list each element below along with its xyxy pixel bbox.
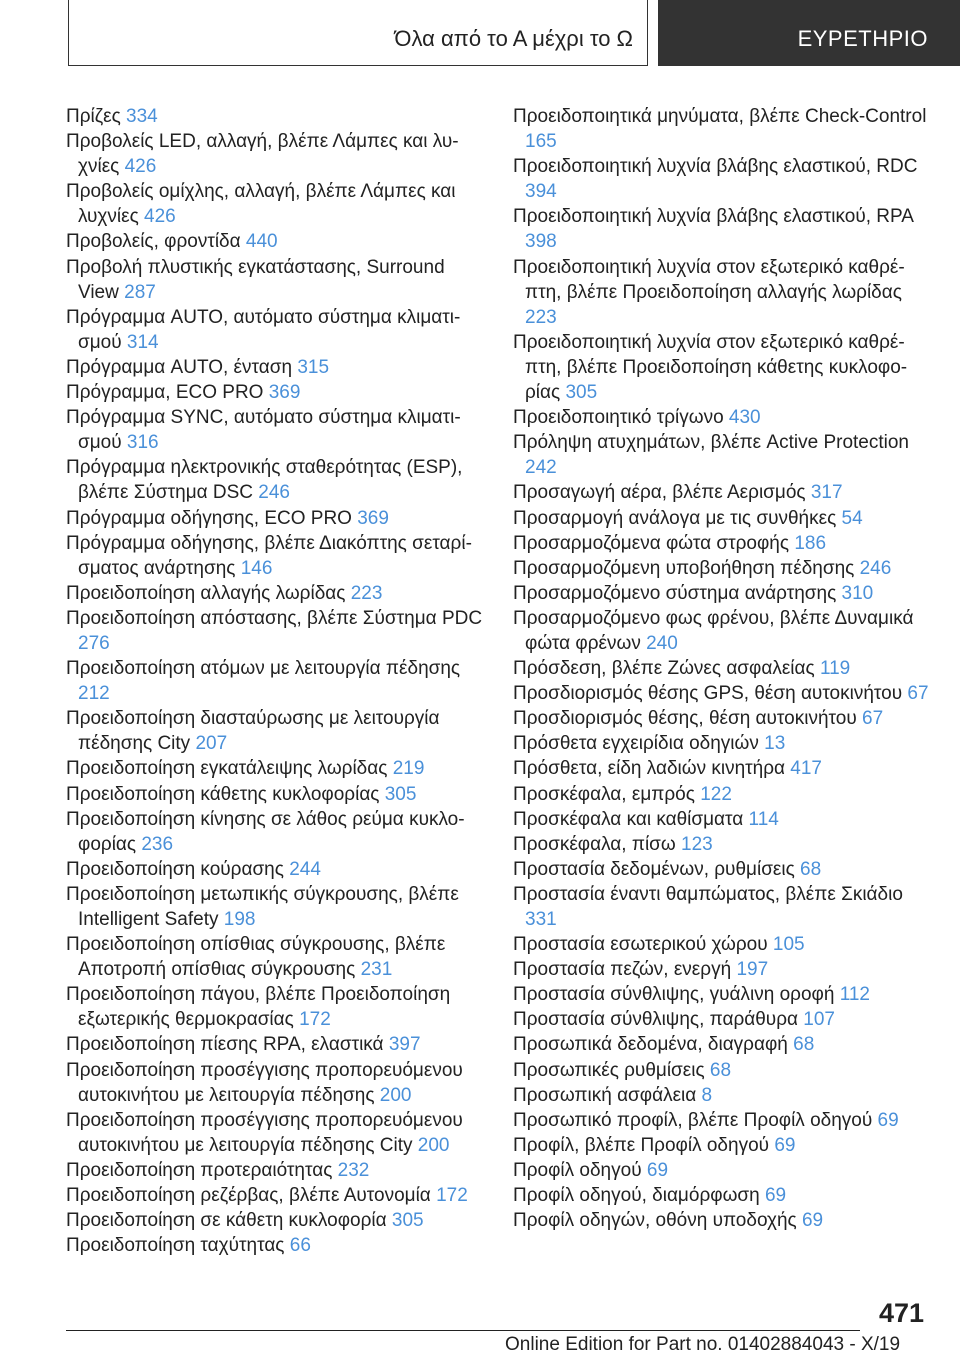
index-entry-page-link[interactable]: 369 — [357, 507, 389, 529]
index-entry — [66, 1058, 486, 1108]
index-entry-page-link[interactable]: 397 — [388, 1034, 421, 1056]
index-entry — [513, 531, 933, 556]
index-entry-page-link[interactable]: 394 — [525, 181, 557, 203]
index-entry — [66, 229, 486, 254]
index-entry-page-link[interactable]: 334 — [126, 106, 158, 127]
index-entry-page-link[interactable]: 430 — [728, 407, 761, 429]
index-entry-term: Προβολείς ομίχλης, αλλαγή, βλέπε Λάμπες και λυχνίες — [66, 181, 456, 228]
index-entry-page-link[interactable]: 440 — [245, 231, 278, 253]
index-entry-page-link[interactable]: 316 — [126, 432, 159, 454]
index-entry — [66, 706, 486, 756]
index-entry-term: Πρόγραμμα, ECO PRO — [66, 382, 269, 404]
index-entry — [513, 932, 933, 957]
index-entry — [513, 832, 933, 857]
index-entry-term: Πρόγραμμα ηλεκτρονικής σταθερότητας (ESP), βλέπε Σύστημα DSC — [66, 457, 463, 504]
index-entry-term: Προσαρμοζόμενα φώτα στροφής — [513, 532, 795, 554]
index-entry-page-link[interactable]: 198 — [223, 909, 256, 930]
index-entry-term: Προειδοποίηση ταχύτητας — [66, 1235, 290, 1257]
index-entry — [513, 430, 933, 480]
index-entry — [513, 556, 933, 581]
index-entry — [513, 982, 933, 1007]
index-entry-term: Πρόγραμμα οδήγησης, ECO PRO — [66, 507, 358, 529]
index-entry-page-link[interactable]: 212 — [78, 683, 110, 705]
index-entry-page-link[interactable]: 246 — [258, 482, 290, 504]
index-entry-page-link[interactable]: 68 — [709, 1059, 732, 1081]
index-entry — [66, 1183, 486, 1208]
index-entry-term: Προφίλ οδηγού, διαμόρφωση — [513, 1185, 765, 1207]
index-entry-page-link[interactable]: 146 — [240, 557, 273, 579]
footer-divider — [66, 1330, 860, 1331]
index-entry — [66, 982, 486, 1032]
index-entry — [513, 681, 933, 706]
index-entry — [66, 380, 486, 405]
index-entry-term: Πρόσδεση, βλέπε Ζώνες ασφαλείας — [513, 658, 820, 680]
index-entry-page-link[interactable]: 123 — [681, 833, 713, 855]
index-entry — [66, 1233, 486, 1258]
index-entry-page-link[interactable]: 68 — [800, 858, 822, 880]
index-entry-term: Προειδοποιητικό τρίγωνο — [513, 407, 729, 429]
index-entry-page-link[interactable]: 223 — [525, 306, 557, 328]
index-entry — [513, 706, 933, 731]
index-column-right — [513, 104, 933, 1233]
index-entry-page-link[interactable]: 426 — [124, 156, 157, 178]
index-entry — [513, 1158, 933, 1183]
index-entry-page-link[interactable]: 276 — [78, 632, 110, 654]
index-entry-term: Προβολείς, φροντίδα — [66, 231, 246, 253]
index-entry-page-link[interactable]: 13 — [764, 733, 786, 755]
index-entry — [66, 807, 486, 857]
index-entry — [513, 1208, 933, 1233]
index-entry — [513, 882, 933, 932]
index-entry-term: Προστασία δεδομένων, ρυθμίσεις — [513, 858, 801, 880]
index-entry — [66, 405, 486, 455]
index-entry-page-link[interactable]: 68 — [793, 1034, 815, 1056]
index-entry — [66, 531, 486, 581]
index-entry — [66, 1032, 486, 1057]
index-entry-term: Προειδοποιητική λυχνία στον εξωτερικό καθρέπτη, βλέπε Προειδοποίηση κάθετης κυκλοφορίας — [513, 331, 908, 404]
index-entry-term: Προειδοποίηση πάγου, βλέπε Προειδοποίηση εξωτερικής θερμοκρασίας — [66, 984, 451, 1031]
index-entry-term: Προβολή πλυστικής εγκατάστασης, Surround View — [66, 256, 445, 303]
index-entry-term: Προειδοποιητική λυχνία στον εξωτερικό καθρέπτη, βλέπε Προειδοποίηση αλλαγής λωρίδας — [513, 256, 905, 303]
index-entry-page-link[interactable]: 69 — [764, 1185, 787, 1207]
index-entry — [513, 606, 933, 656]
index-entry-term: Προειδοποίηση απόστασης, βλέπε Σύστημα PDC — [66, 607, 483, 629]
index-entry-term: Προειδοποίηση προτεραιότητας — [66, 1159, 338, 1181]
index-entry-page-link[interactable]: 114 — [748, 808, 779, 830]
index-entry-page-link[interactable]: 67 — [862, 708, 884, 730]
index-entry-page-link[interactable]: 207 — [195, 733, 228, 755]
index-entry-term: Προειδοποίηση προσέγγισης προπορευόμενου αυτοκινήτου με λειτουργία πέδησης City — [66, 1109, 463, 1156]
index-entry-term: Προσκέφαλα, πίσω — [513, 833, 682, 855]
index-entry-term: Προσωπικές ρυθμίσεις — [513, 1059, 710, 1081]
index-entry — [66, 656, 486, 706]
index-entry-page-link[interactable]: 69 — [877, 1109, 899, 1131]
index-entry-term: Προειδοποίηση σε κάθετη κυκλοφορία — [66, 1210, 392, 1232]
index-entry — [66, 455, 486, 505]
index-entry-term: Προειδοποίηση προσέγγισης προπορευόμενου αυτοκινήτου με λειτουργία πέδησης — [66, 1059, 463, 1106]
index-entry-page-link[interactable]: 317 — [810, 482, 843, 504]
index-entry-page-link[interactable]: 314 — [126, 331, 159, 353]
index-entry — [513, 581, 933, 606]
index-entry-term: Προειδοποίηση οπίσθιας σύγκρουσης, βλέπε Αποτροπή οπίσθιας σύγκρουσης — [66, 934, 446, 981]
index-entry-term: Προσκέφαλα, εμπρός — [513, 783, 701, 805]
index-entry-page-link[interactable]: 398 — [525, 231, 557, 253]
index-entry-page-link[interactable]: 69 — [646, 1159, 669, 1181]
index-tab-label: ΕΥΡΕΤΗΡΙΟ — [797, 26, 928, 51]
index-entry-page-link[interactable]: 69 — [801, 1210, 824, 1232]
index-entry-page-link[interactable]: 310 — [841, 582, 874, 604]
index-entry-term: Προσαρμοζόμενη υποβοήθηση πέδησης — [513, 557, 860, 579]
index-entry — [66, 782, 486, 807]
index-entry — [513, 506, 933, 531]
index-entry — [513, 731, 933, 756]
index-entry-term: Προσαρμοζόμενο φως φρένου, βλέπε Δυναμικά φώτα φρένων — [513, 607, 914, 654]
index-entry-term: Προσκέφαλα και καθίσματα — [513, 808, 749, 830]
index-entry-term: Προσωπική ασφάλεια — [513, 1084, 702, 1106]
index-entry-page-link[interactable]: 305 — [384, 783, 417, 805]
index-entry — [513, 756, 933, 781]
index-entry — [66, 355, 486, 380]
index-entry-page-link[interactable]: 246 — [859, 557, 892, 579]
index-entry-term: Προειδοποίηση πίεσης RPA, ελαστικά — [66, 1034, 389, 1056]
index-column-left — [66, 104, 486, 1258]
footer-edition-note: Online Edition for Part no. 01402884043 - X/19 — [505, 1334, 901, 1355]
index-entry-page-link[interactable]: 244 — [289, 858, 321, 880]
index-entry-page-link[interactable]: 242 — [525, 457, 557, 479]
index-entry — [513, 104, 933, 154]
index-entry-page-link[interactable]: 305 — [391, 1210, 424, 1232]
index-entry — [66, 606, 486, 656]
page-header — [0, 0, 960, 68]
index-entry-term: Προστασία σύνθλιψης, γυάλινη οροφή — [513, 984, 840, 1006]
index-entry-term: Προειδοποίηση εγκατάλειψης λωρίδας — [66, 758, 393, 780]
index-entry — [513, 957, 933, 982]
index-entry — [66, 506, 486, 531]
index-entry — [513, 1007, 933, 1032]
index-entry-page-link[interactable]: 107 — [803, 1009, 835, 1031]
index-entry-page-link[interactable]: 331 — [525, 909, 557, 930]
index-entry — [66, 932, 486, 982]
index-entry-page-link[interactable]: 112 — [839, 984, 870, 1006]
index-entry-page-link[interactable]: 369 — [268, 382, 301, 404]
index-entry-term: Προειδοποίηση ρεζέρβας, βλέπε Αυτονομία — [66, 1185, 437, 1207]
index-entry — [66, 104, 486, 129]
index-entry-term: Προφίλ οδηγών, οθόνη υποδοχής — [513, 1210, 802, 1232]
index-entry-term: Πρόγραμμα AUTO, αυτόματο σύστημα κλιματισμού — [66, 306, 461, 353]
index-entry-page-link[interactable]: 219 — [392, 758, 425, 780]
index-entry-term: Προειδοποίηση μετωπικής σύγκρουσης, βλέπε Intelligent Safety — [66, 883, 459, 930]
index-entry-term: Προσαρμογή ανάλογα με τις συνθήκες — [513, 507, 842, 529]
index-entry-page-link[interactable]: 426 — [144, 206, 176, 228]
index-entry-page-link[interactable]: 122 — [700, 783, 732, 805]
index-entry-term: Πρόγραμμα οδήγησης, βλέπε Διακόπτης σεταρίσματος ανάρτησης — [66, 532, 472, 579]
index-entry-term: Προσδιορισμός θέσης, θέση αυτοκινήτου — [513, 708, 862, 730]
index-entry-page-link[interactable]: 200 — [417, 1134, 450, 1156]
index-entry — [513, 154, 933, 204]
index-entry-page-link[interactable]: 232 — [337, 1159, 370, 1181]
index-entry — [513, 807, 933, 832]
index-entry — [66, 1108, 486, 1158]
index-entry-term: Προειδοποιητική λυχνία βλάβης ελαστικού, RDC — [513, 156, 918, 178]
index-entry-page-link[interactable]: 197 — [736, 959, 769, 981]
index-entry — [66, 129, 486, 179]
index-entry-page-link[interactable]: 417 — [790, 758, 822, 780]
index-entry — [66, 857, 486, 882]
index-entry — [513, 1083, 933, 1108]
index-entry-page-link[interactable]: 315 — [297, 356, 330, 378]
index-entry-page-link[interactable]: 69 — [774, 1134, 796, 1156]
index-entry-term: Προειδοποίηση διασταύρωσης με λειτουργία πέδησης City — [66, 708, 440, 755]
index-entry-term: Προειδοποίηση αλλαγής λωρίδας — [66, 582, 351, 604]
index-entry-term: Προφίλ, βλέπε Προφίλ οδηγού — [513, 1134, 775, 1156]
index-entry-term: Προειδοποίηση κούρασης — [66, 858, 290, 880]
index-entry-term: Προστασία εσωτερικού χώρου — [513, 934, 773, 956]
index-entry-term: Πρόγραμμα SYNC, αυτόματο σύστημα κλιματισμού — [66, 407, 461, 454]
index-entry-term: Προειδοποίηση κάθετης κυκλοφορίας — [66, 783, 385, 805]
index-entry-page-link[interactable]: 8 — [701, 1084, 713, 1106]
index-entry-term: Πρίζες — [66, 106, 127, 127]
index-entry — [513, 330, 933, 405]
index-entry-page-link[interactable]: 67 — [907, 683, 929, 705]
index-entry-page-link[interactable]: 105 — [772, 934, 805, 956]
index-entry-term: Προσαγωγή αέρα, βλέπε Αερισμός — [513, 482, 811, 504]
index-entry-page-link[interactable]: 240 — [646, 632, 678, 654]
index-entry-page-link[interactable]: 305 — [565, 382, 598, 404]
index-entry-term: Προειδοποίηση ατόμων με λειτουργία πέδησης — [66, 658, 461, 680]
index-entry-page-link[interactable]: 119 — [819, 658, 851, 680]
index-entry — [66, 581, 486, 606]
page-number: 471 — [878, 1298, 924, 1328]
index-entry-term: Προσωπικά δεδομένα, διαγραφή — [513, 1034, 794, 1056]
index-entry-term: Προβολείς LED, αλλαγή, βλέπε Λάμπες και λυχνίες — [66, 131, 459, 178]
index-entry — [513, 204, 933, 254]
index-entry-term: Προειδοποίηση κίνησης σε λάθος ρεύμα κυκλοφορίας — [66, 808, 465, 855]
index-entry-page-link[interactable]: 200 — [379, 1084, 412, 1106]
index-entry-term: Πρόσθετα, είδη λαδιών κινητήρα — [513, 758, 791, 780]
index-entry — [66, 1208, 486, 1233]
index-entry-page-link[interactable]: 223 — [350, 582, 383, 604]
index-entry-page-link[interactable]: 287 — [124, 281, 156, 303]
index-entry — [513, 1032, 933, 1057]
index-entry-term: Προειδοποιητική λυχνία βλάβης ελαστικού, RPA — [513, 206, 913, 228]
index-entry-page-link[interactable]: 172 — [436, 1185, 468, 1207]
index-entry-page-link[interactable]: 236 — [141, 833, 174, 855]
index-entry-term: Προστασία πεζών, ενεργή — [513, 959, 737, 981]
index-entry-page-link[interactable]: 231 — [360, 959, 393, 981]
index-entry — [513, 1108, 933, 1133]
index-entry-term: Προστασία σύνθλιψης, παράθυρα — [513, 1009, 804, 1031]
index-entry-page-link[interactable]: 172 — [299, 1009, 331, 1031]
index-entry — [513, 782, 933, 807]
index-entry — [66, 255, 486, 305]
index-entry — [513, 857, 933, 882]
index-entry-page-link[interactable]: 186 — [794, 532, 827, 554]
index-entry-term: Πρόληψη ατυχημάτων, βλέπε Active Protection — [513, 432, 909, 454]
index-entry-term: Προφίλ οδηγού — [513, 1159, 647, 1181]
index-entry — [513, 255, 933, 330]
index-entry — [513, 1133, 933, 1158]
index-entry — [513, 405, 933, 430]
index-entry-page-link[interactable]: 66 — [289, 1235, 311, 1257]
index-entry-term: Προσδιορισμός θέσης GPS, θέση αυτοκινήτου — [513, 683, 908, 705]
section-title: Όλα από το Α μέχρι το Ω — [394, 26, 633, 51]
index-entry-term: Προστασία έναντι θαμπώματος, βλέπε Σκιάδιο — [513, 883, 903, 905]
index-entry-term: Προσαρμοζόμενο σύστημα ανάρτησης — [513, 582, 842, 604]
index-entry — [513, 656, 933, 681]
index-entry-term: Πρόσθετα εγχειρίδια οδηγιών — [513, 733, 765, 755]
index-entry — [66, 882, 486, 932]
index-entry-term: Πρόγραμμα AUTO, ένταση — [66, 356, 298, 378]
index-entry — [66, 1158, 486, 1183]
index-entry — [513, 1058, 933, 1083]
index-tab — [658, 0, 960, 66]
index-entry-page-link[interactable]: 54 — [841, 507, 863, 529]
index-entry — [66, 179, 486, 229]
index-entry — [513, 480, 933, 505]
index-entry — [66, 756, 486, 781]
index-entry-term: Προσωπικό προφίλ, βλέπε Προφίλ οδηγού — [513, 1109, 878, 1131]
index-entry — [513, 1183, 933, 1208]
section-tab — [68, 0, 648, 66]
index-entry-term: Προειδοποιητικά μηνύματα, βλέπε Check-Control — [513, 106, 927, 127]
index-entry — [66, 305, 486, 355]
index-entry-page-link[interactable]: 165 — [525, 131, 557, 153]
